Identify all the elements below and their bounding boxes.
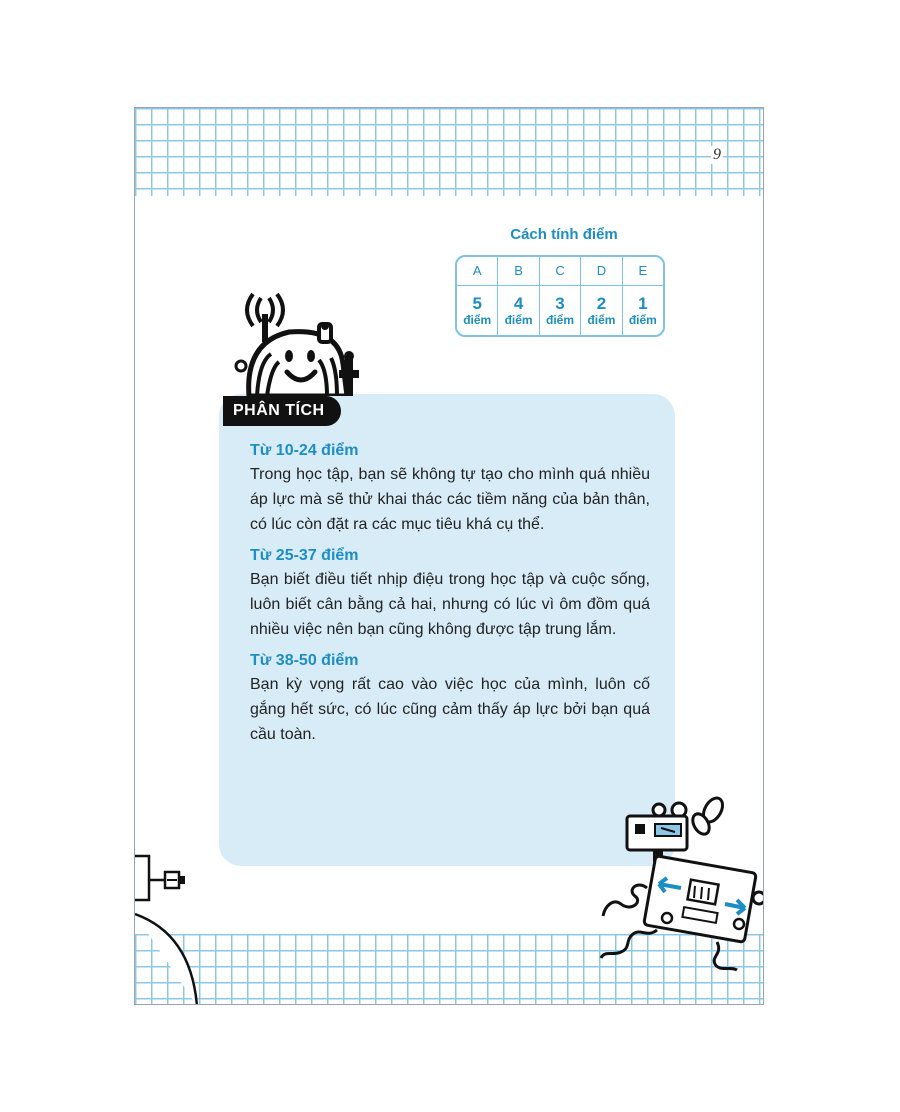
score-value (623, 286, 663, 335)
page-number: 9 (713, 146, 721, 163)
score-value (457, 286, 497, 335)
score-points: 5 (472, 293, 482, 313)
grid-header-decoration (135, 108, 763, 196)
section-body: Bạn biết điều tiết nhịp điệu trong học tập và cuộc sống, luôn biết cân bằng cả hai, nhưng có lúc vì ôm đồm quá nhiều việc nên bạn cũng không được tập trung lắm. (250, 571, 650, 638)
section-heading: Từ 10-24 điểm (250, 442, 359, 459)
scoring-table (455, 255, 665, 337)
score-letter: E (623, 257, 663, 286)
score-value (581, 286, 621, 335)
score-letter: B (498, 257, 538, 286)
score-points: 2 (596, 293, 607, 313)
score-value (540, 286, 580, 335)
score-column-d (581, 257, 622, 335)
score-unit: điểm (546, 312, 575, 327)
score-unit: điểm (504, 312, 533, 327)
score-column-e (623, 257, 663, 335)
analysis-badge: PHÂN TÍCH (223, 396, 341, 426)
analysis-section (250, 650, 650, 747)
scoring-title: Cách tính điểm (510, 226, 618, 243)
score-points: 3 (555, 293, 565, 313)
score-letter: D (581, 257, 621, 286)
score-unit: điểm (628, 312, 657, 327)
score-letter: A (457, 257, 497, 286)
section-heading: Từ 25-37 điểm (250, 547, 359, 564)
book-page (134, 107, 764, 1005)
section-heading: Từ 38-50 điểm (250, 652, 359, 669)
analysis-section (250, 440, 650, 537)
robot-illustration-icon (597, 794, 764, 974)
score-points: 4 (513, 293, 524, 313)
score-column-c (540, 257, 581, 335)
robot-mascot-icon (231, 284, 371, 396)
section-body: Bạn kỳ vọng rất cao vào việc học của mình, luôn cố gắng hết sức, có lúc cũng cảm thấy áp lực bởi bạn quá cầu toàn. (250, 676, 650, 743)
score-letter: C (540, 257, 580, 286)
circuit-decoration-icon (135, 838, 215, 1005)
score-unit: điểm (463, 312, 492, 327)
analysis-content (250, 440, 650, 755)
score-column-a (457, 257, 498, 335)
analysis-section (250, 545, 650, 642)
score-value (498, 286, 538, 335)
score-points: 1 (638, 293, 648, 313)
score-column-b (498, 257, 539, 335)
section-body: Trong học tập, bạn sẽ không tự tạo cho mình quá nhiều áp lực mà sẽ thử khai thác các tiềm năng của bản thân, có lúc còn đặt ra các mục tiêu khá cụ thể. (250, 466, 650, 533)
score-unit: điểm (587, 312, 616, 327)
